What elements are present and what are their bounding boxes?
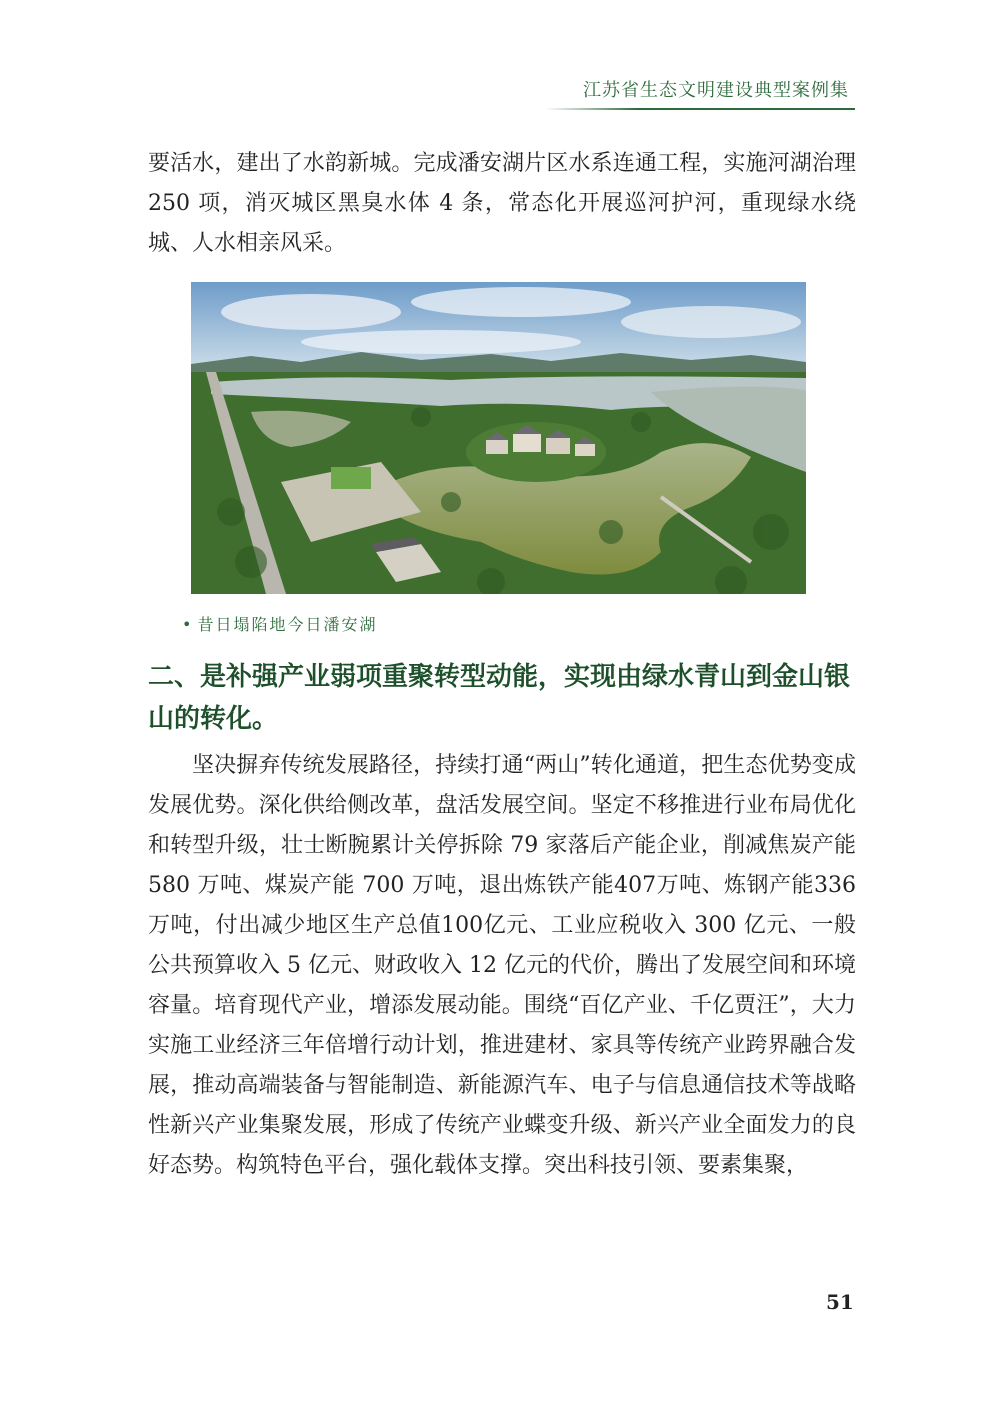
paragraph-1: 要活水，建出了水韵新城。完成潘安湖片区水系连通工程，实施河湖治理 250 项，消灭城区黑臭水体 4 条，常态化开展巡河护河，重现绿水绕城、人水相亲风采。 — [148, 151, 856, 256]
cloud — [621, 306, 801, 338]
aerial-lake-illustration — [191, 282, 806, 594]
sports-field — [331, 467, 371, 489]
building — [486, 440, 508, 454]
caption-bullet: • — [182, 615, 194, 634]
cloud — [221, 294, 401, 330]
photo-caption — [182, 612, 377, 635]
page-number: 51 — [826, 1290, 854, 1314]
caption-text: 昔日塌陷地今日潘安湖 — [197, 615, 378, 634]
header-rule — [545, 108, 855, 110]
building — [546, 438, 570, 454]
cloud — [411, 287, 631, 317]
building — [513, 434, 541, 452]
aerial-lake-photo — [191, 282, 806, 594]
building — [575, 444, 595, 456]
section-heading: 二、是补强产业弱项重聚转型动能，实现由绿水青山到金山银山的转化。 — [148, 662, 851, 734]
running-header: 江苏省生态文明建设典型案例集 — [583, 80, 849, 101]
paragraph-2: 坚决摒弃传统发展路径，持续打通“两山”转化通道，把生态优势变成发展优势。深化供给侧改革，盘活发展空间。坚定不移推进行业布局优化和转型升级，壮士断腕累计关停拆除 79 家落后产能企业，削减焦炭产能 580 万吨、煤炭产能 700 万吨，退出炼铁产能407万吨、炼钢产能336万吨，付出减少地区生产总值100亿元、工业应税收入 300 亿元、一般公共预算收入 5 亿元、财政收入 12 亿元的代价，腾出了发展空间和环境容量。培育现代产业，增添发展动能。围绕“百亿产业、千亿贾汪”，大力实施工业经济三年倍增行动计划，推进建材、家具等传统产业跨界融合发展，推动高端装备与智能制造、新能源汽车、电子与信息通信技术等战略性新兴产业集聚发展，形成了传统产业蝶变升级、新兴产业全面发力的良好态势。构筑特色平台，强化载体支撑。突出科技引领、要素集聚， — [148, 753, 856, 1178]
cloud — [301, 330, 581, 354]
